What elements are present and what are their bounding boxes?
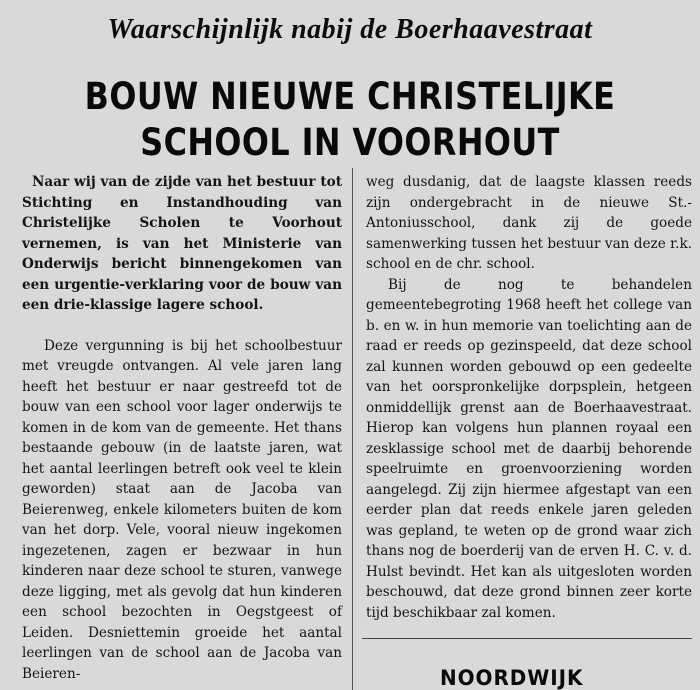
body-text-1-part-a: Deze vergunning is bij het schoolbestuur met vreugde ontvangen. Al vele jaren lang heeft het bestuur er naar gestreefd tot de bouw van een school voor lager onderwijs te komen in de kom van de gemeente. Het thans bestaande gebouw (in de laatste jaren, wat het aantal leerlingen betreft ook veel te klein geworden) staat aan de Jacoba van Beierenweg, enkele kilometers buiten de kom van het dorp. Vele, vooral nieuw ingekomen ingezetenen, zagen er bezwaar in hun kinderen naar deze school te sturen, vanwege deze ligging, met als gevolg dat hun kinderen een school bezochten in Oegstgeest of Leiden. Desniettemin groeide het aantal leerlingen van de school aan de Jacoba van Beieren- [22, 337, 342, 682]
body-paragraph-2 [366, 275, 692, 624]
section-divider [362, 638, 692, 639]
next-section-heading: NOORDWIJK [440, 666, 584, 690]
body-text-2: Bij de nog te behandelen gemeentebegroting 1968 heeft het college van b. en w. in hun memorie van toelichting aan de raad er reeds op gezinspeeld, dat deze school zal kunnen worden gebouwd op een gedeelte van het oorspronkelijke dorpsplein, hetgeen onmiddellijk grenst aan de Boerhaavestraat. Hierop kan volgens hun plannen royaal een zesklassige school met de daarbij behorende speelruimte en groenvoorziening worden aangelegd. Zij zijn hiermee afgestapt van een eerder plan dat reeds enkele jaren geleden was gepland, te weten op de grond waar zich thans nog de boerderij van de erven H. C. v. d. Hulst bevindt. Het kan als uitgesloten worden beschouwd, dat deze grond binnen zeer korte tijd beschikbaar zal komen. [366, 276, 692, 621]
body-text-1-part-b: weg dusdanig, dat de laagste klassen reeds zijn ondergebracht in de nieuwe St.-Antoniusschool, dank zij de goede samenwerking tussen het bestuur van deze r.k. school en de chr. school. [366, 174, 692, 272]
lead-text: Naar wij van de zijde van het bestuur tot Stichting en Instandhouding van Christelijke Scholen te Voorhout vernemen, is van het Ministerie van Onderwijs bericht binnengekomen van een urgentie-verklaring voor de bouw van een drie-klassige lagere school. [22, 174, 342, 313]
lead-paragraph [22, 172, 342, 316]
headline-line-2: SCHOOL IN VOORHOUT [140, 121, 560, 164]
column-divider [352, 168, 353, 690]
headline-line-1: BOUW NIEUWE CHRISTELIJKE [84, 75, 616, 118]
body-paragraph-1 [22, 336, 342, 685]
paragraph-gap [22, 316, 342, 336]
right-column [366, 172, 692, 623]
body-paragraph-1-continued [366, 172, 692, 275]
article-headline [83, 74, 616, 166]
left-column [22, 172, 342, 684]
article-kicker: Waarschijnlijk nabij de Boerhaavestraat [107, 14, 593, 45]
